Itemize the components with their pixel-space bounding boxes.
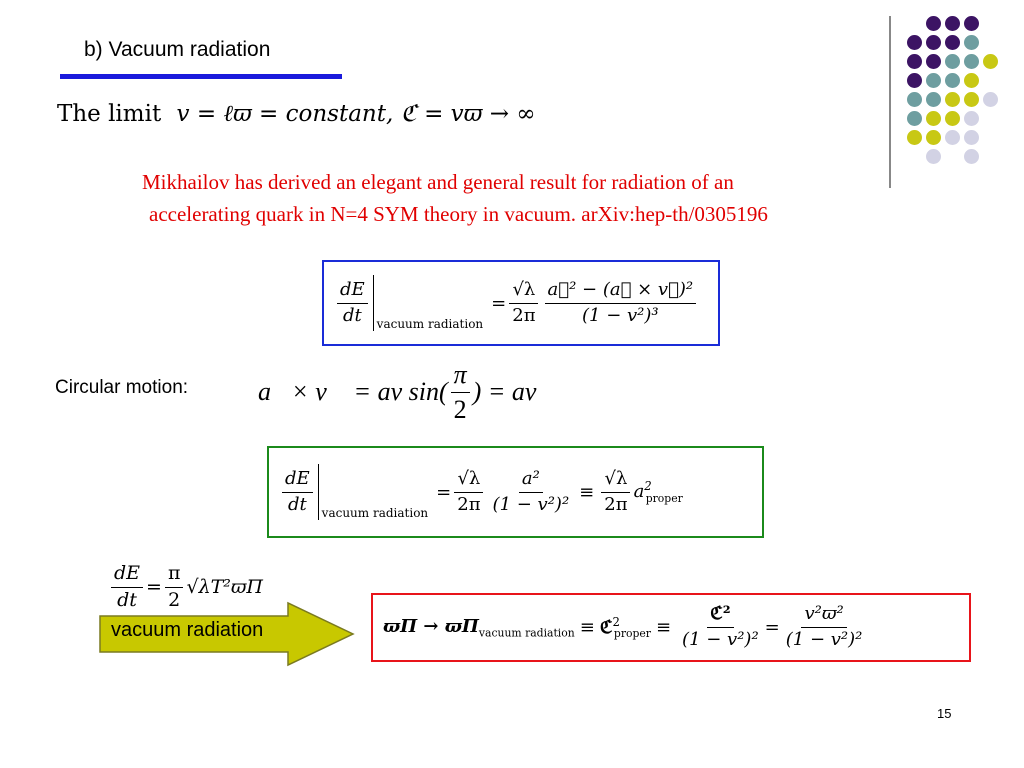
dE-dt-fraction: $\frac{dE}{dt}$ (111, 563, 143, 612)
frak-a-fraction: $\frac{\text{ℭ²}}{\text{(1 − v²)²}}$ (682, 603, 759, 650)
decorative-dot (926, 92, 941, 107)
decorative-dot (907, 130, 922, 145)
decorative-dot (926, 149, 941, 164)
circular-motion-label: Circular motion: (55, 377, 189, 398)
circular-motion-equation (258, 360, 536, 425)
decorative-dot (945, 16, 960, 31)
pi-over-two: $\frac{\pi}{2}$ (451, 360, 470, 425)
rhs-fraction: $\frac{\text{a⃗² − (a⃗ × v⃗)²}}{\text{(1 − v²)³}}$ (545, 280, 697, 326)
coefficient-fraction: $\frac{√\lambda}{2\pi}$ (509, 280, 538, 326)
decorative-dot (964, 16, 979, 31)
decorative-dot (907, 92, 922, 107)
coefficient-fraction: $\frac{√\lambda}{2\pi}$ (454, 469, 483, 515)
decorative-dot (926, 111, 941, 126)
equivalence-sign: ≡ (579, 481, 595, 503)
decorative-dot (964, 92, 979, 107)
evaluation-bar: vacuum radiation (318, 464, 428, 520)
mikhailov-line-2: accelerating quark in N=4 SYM theory in vacuum. arXiv:hep-th/0305196 (149, 202, 768, 226)
decorative-dot (907, 54, 922, 69)
equivalence-sign-2: ≡ (655, 617, 672, 638)
decorative-dot (983, 92, 998, 107)
dE-dt-fraction: $\frac{dE}{dt}$ (337, 280, 368, 326)
proper-acceleration: $a^2_{proper}$ (633, 479, 683, 505)
circular-radiation-box (267, 446, 764, 538)
evaluation-bar: vacuum radiation (373, 275, 483, 331)
decorative-dot (926, 16, 941, 31)
decorative-dot (926, 130, 941, 145)
arrow-label: vacuum radiation (111, 619, 264, 641)
slide-title: b) Vacuum radiation (84, 38, 271, 61)
decorative-dot (945, 35, 960, 50)
equivalence-sign: ≡ (579, 617, 595, 638)
proper-acceleration-box (371, 593, 971, 662)
decorative-divider (889, 16, 891, 188)
dE-dt-fraction: $\frac{dE}{dt}$ (282, 469, 313, 515)
equals-sign: = (491, 292, 507, 314)
decorative-dot (945, 111, 960, 126)
decorative-dot (945, 73, 960, 88)
decorative-dot (907, 35, 922, 50)
decorative-dot (964, 149, 979, 164)
equals-sign: = (764, 617, 780, 638)
decorative-dot (926, 35, 941, 50)
circular-rhs: ) = av (472, 377, 537, 407)
energy-rhs: √λT²ϖΠ (186, 576, 263, 599)
limit-equation: v = ℓϖ = constant, ℭ = vϖ → ∞ (176, 101, 536, 127)
title-underline (60, 74, 342, 79)
coefficient-fraction-2: $\frac{√\lambda}{2\pi}$ (601, 469, 630, 515)
equals-sign: = (436, 481, 452, 503)
limit-prefix: The limit (57, 101, 162, 127)
page-number: 15 (937, 706, 952, 721)
decorative-dot (964, 111, 979, 126)
decorative-dot (926, 54, 941, 69)
radiation-formula-box (322, 260, 720, 346)
proper-frak-a: ℭ$^2_{proper}$ (599, 614, 651, 641)
decorative-dot (964, 73, 979, 88)
mikhailov-line-1: Mikhailov has derived an elegant and general result for radiation of an (142, 170, 734, 194)
decorative-dot (945, 92, 960, 107)
decorative-dot (907, 73, 922, 88)
equals-sign: = (146, 576, 162, 599)
mikhailov-note (142, 166, 912, 230)
decorative-dot (964, 35, 979, 50)
decorative-dot (945, 54, 960, 69)
red-left-expression: $ϖ\Pi \to ϖ\Pi_{vacuum radiation}$ (383, 615, 575, 640)
limit-statement (57, 101, 535, 127)
decorative-dot (964, 54, 979, 69)
decorative-dot (926, 73, 941, 88)
pi-half-fraction: $\frac{\pi}{2}$ (165, 563, 184, 612)
velocity-fraction: $\frac{\text{v²ϖ²}}{\text{(1 − v²)²}}$ (785, 603, 863, 650)
circular-lhs: a⃗× v⃗ = av sin( (258, 377, 448, 407)
decorative-dot (945, 130, 960, 145)
decorative-dot (907, 111, 922, 126)
decorative-dot (983, 54, 998, 69)
acceleration-fraction: $\frac{\text{a²}}{\text{(1 − v²)²}}$ (492, 467, 570, 515)
decorative-dot (964, 130, 979, 145)
